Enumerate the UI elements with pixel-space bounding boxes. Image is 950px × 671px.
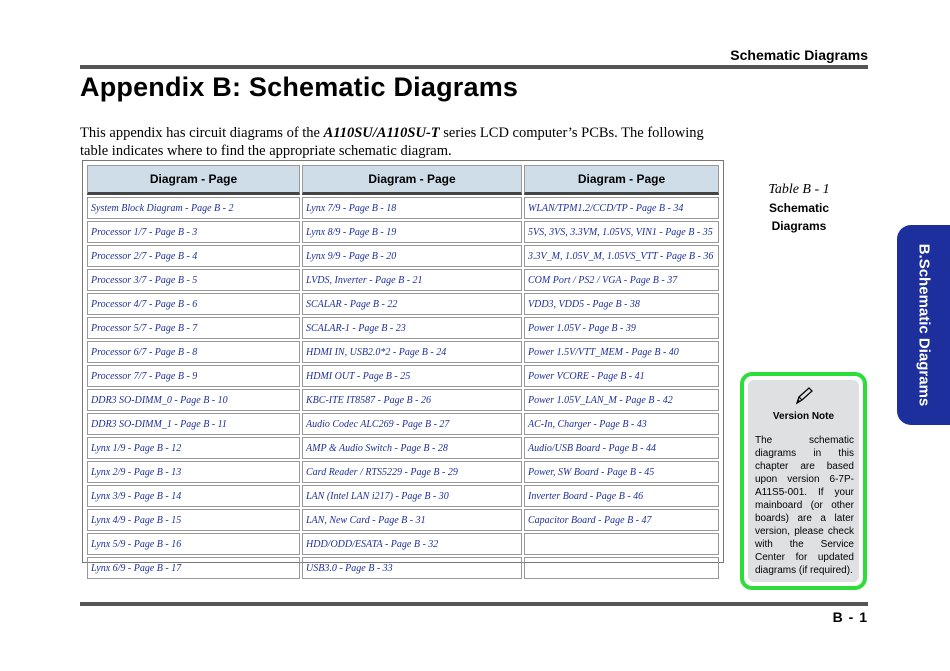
diagram-link[interactable]: Audio/USB Board - Page B - 44 [524,437,719,459]
version-note-title: Version Note [772,411,835,422]
diagram-link[interactable]: Processor 6/7 - Page B - 8 [87,341,300,363]
diagram-link[interactable]: SCALAR-1 - Page B - 23 [302,317,522,339]
diagram-link[interactable]: Lynx 7/9 - Page B - 18 [302,197,522,219]
diagram-link[interactable]: Processor 1/7 - Page B - 3 [87,221,300,243]
section-side-tab[interactable] [897,225,950,425]
caption-number: Table B - 1 [768,182,830,197]
table-row [87,509,719,531]
table-caption [745,182,853,234]
table-row [87,437,719,459]
diagram-link[interactable]: Audio Codec ALC269 - Page B - 27 [302,413,522,435]
table-row [87,269,719,291]
version-note-body: The schematic diagrams in this chapter are based upon version 6-7P-A11S5-001. If your mainboard (or other boards) are a later version, please check with the Service Center for updated diagrams (if required). [755,435,854,576]
diagram-link[interactable]: HDMI OUT - Page B - 25 [302,365,522,387]
diagram-link[interactable]: 3.3V_M, 1.05V_M, 1.05VS_VTT - Page B - 36 [524,245,719,267]
intro-paragraph [80,124,730,160]
table-row [87,221,719,243]
page-title: Appendix B: Schematic Diagrams [80,72,519,102]
column-header: Diagram - Page [302,165,522,195]
diagram-link[interactable]: LAN (Intel LAN i217) - Page B - 30 [302,485,522,507]
schematic-table [85,163,721,581]
diagram-link[interactable]: HDMI IN, USB2.0*2 - Page B - 24 [302,341,522,363]
table-row [87,341,719,363]
empty-cell [524,557,719,579]
diagram-link[interactable]: Power 1.05V_LAN_M - Page B - 42 [524,389,719,411]
table-row [87,293,719,315]
diagram-link[interactable]: Processor 5/7 - Page B - 7 [87,317,300,339]
diagram-link[interactable]: Card Reader / RTS5229 - Page B - 29 [302,461,522,483]
caption-title-line1: Schematic [768,201,830,215]
table-row [87,557,719,579]
diagram-link[interactable]: WLAN/TPM1.2/CCD/TP - Page B - 34 [524,197,719,219]
pencil-icon [793,386,815,411]
model-name: A110SU/A110SU-T [323,125,440,141]
diagram-link[interactable]: Processor 7/7 - Page B - 9 [87,365,300,387]
header-rule [80,65,868,69]
diagram-link[interactable]: LAN, New Card - Page B - 31 [302,509,522,531]
diagram-link[interactable]: Power VCORE - Page B - 41 [524,365,719,387]
intro-text-before: This appendix has circuit diagrams of the [80,125,324,141]
diagram-link[interactable]: DDR3 SO-DIMM_0 - Page B - 10 [87,389,300,411]
diagram-link[interactable]: Lynx 8/9 - Page B - 19 [302,221,522,243]
table-row [87,533,719,555]
diagram-link[interactable]: SCALAR - Page B - 22 [302,293,522,315]
diagram-link[interactable]: Lynx 5/9 - Page B - 16 [87,533,300,555]
diagram-link[interactable]: Capacitor Board - Page B - 47 [524,509,719,531]
diagram-link[interactable]: DDR3 SO-DIMM_1 - Page B - 11 [87,413,300,435]
diagram-link[interactable]: Inverter Board - Page B - 46 [524,485,719,507]
diagram-link[interactable]: AC-In, Charger - Page B - 43 [524,413,719,435]
diagram-link[interactable]: HDD/ODD/ESATA - Page B - 32 [302,533,522,555]
table-row [87,389,719,411]
diagram-link[interactable]: Lynx 3/9 - Page B - 14 [87,485,300,507]
table-row [87,461,719,483]
diagram-link[interactable]: Lynx 4/9 - Page B - 15 [87,509,300,531]
diagram-link[interactable]: KBC-ITE IT8587 - Page B - 26 [302,389,522,411]
diagram-link[interactable]: Lynx 1/9 - Page B - 12 [87,437,300,459]
diagram-link[interactable]: VDD3, VDD5 - Page B - 38 [524,293,719,315]
table-row [87,317,719,339]
running-header: Schematic Diagrams [730,47,868,63]
footer-rule [80,602,868,606]
diagram-link[interactable]: Processor 4/7 - Page B - 6 [87,293,300,315]
diagram-link[interactable]: Power 1.5V/VTT_MEM - Page B - 40 [524,341,719,363]
table-header-row [87,165,719,195]
caption-title-line2: Diagrams [771,219,827,233]
version-note-panel [748,380,859,582]
table-row [87,197,719,219]
diagram-link[interactable]: AMP & Audio Switch - Page B - 28 [302,437,522,459]
diagram-link[interactable]: Power, SW Board - Page B - 45 [524,461,719,483]
diagram-link[interactable]: COM Port / PS2 / VGA - Page B - 37 [524,269,719,291]
table-row [87,413,719,435]
table-body [87,197,719,579]
diagram-link[interactable]: LVDS, Inverter - Page B - 21 [302,269,522,291]
column-header: Diagram - Page [87,165,300,195]
diagram-link[interactable]: Lynx 6/9 - Page B - 17 [87,557,300,579]
diagram-link[interactable]: 5VS, 3VS, 3.3VM, 1.05VS, VIN1 - Page B - 35 [524,221,719,243]
diagram-link[interactable]: Processor 2/7 - Page B - 4 [87,245,300,267]
page-number: B - 1 [832,609,868,625]
intro-text-after: series LCD computer’s PCBs. The following table indicates where to find the appropriate schematic diagram. [80,125,704,159]
column-header: Diagram - Page [524,165,719,195]
diagram-link[interactable]: Power 1.05V - Page B - 39 [524,317,719,339]
empty-cell [524,533,719,555]
diagram-link[interactable]: Lynx 2/9 - Page B - 13 [87,461,300,483]
diagram-link[interactable]: USB3.0 - Page B - 33 [302,557,522,579]
side-tab-label: B.Schematic Diagrams [915,243,932,407]
schematic-table-frame [82,160,724,574]
table-row [87,485,719,507]
diagram-link[interactable]: Lynx 9/9 - Page B - 20 [302,245,522,267]
version-note-box [740,372,867,590]
table-row [87,245,719,267]
diagram-link[interactable]: System Block Diagram - Page B - 2 [87,197,300,219]
table-row [87,365,719,387]
diagram-link[interactable]: Processor 3/7 - Page B - 5 [87,269,300,291]
